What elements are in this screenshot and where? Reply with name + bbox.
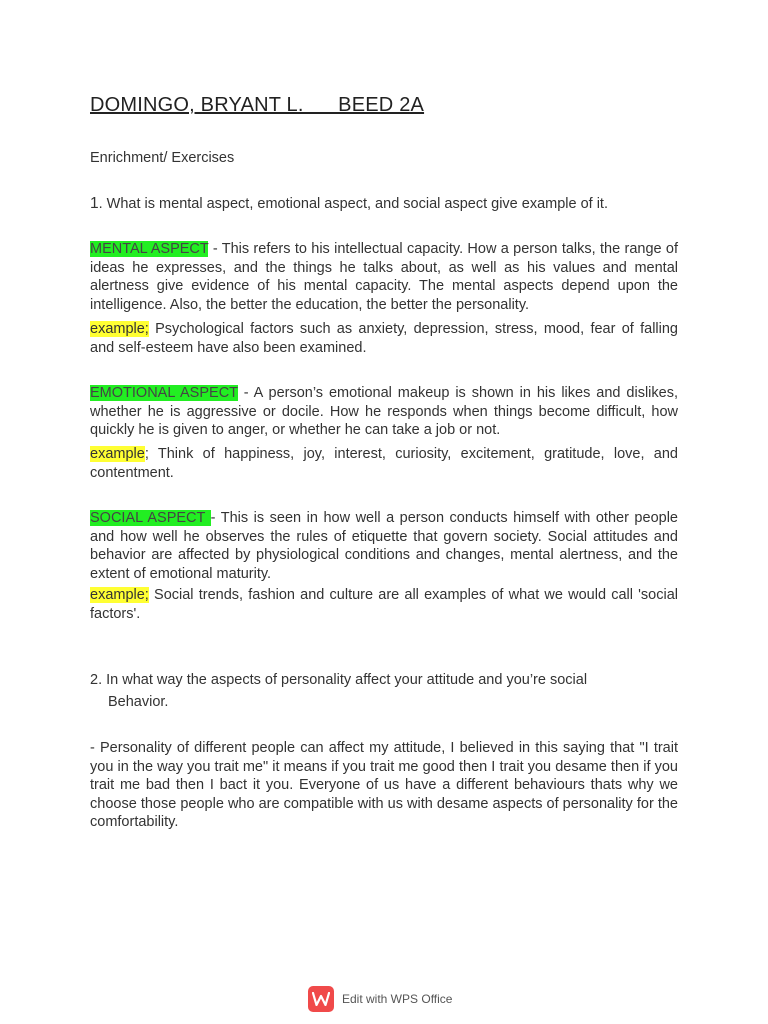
wps-footer[interactable] bbox=[308, 986, 452, 1012]
mental-example-text: Psychological factors such as anxiety, depression, stress, mood, fear of falling and self-esteem have also been examined. bbox=[90, 321, 678, 356]
emotional-aspect-body: - A person’s emotional makeup is shown in his likes and dislikes, whether he is aggressive or docile. How he responds when things become difficult, how quickly he is given to anger, or whether he can take a job or not. bbox=[90, 385, 678, 438]
question-2 bbox=[90, 669, 587, 713]
emotional-example-text: ; Think of happiness, joy, interest, curiosity, excitement, gratitude, love, and contentment. bbox=[90, 446, 678, 481]
wps-logo-icon bbox=[308, 986, 334, 1012]
answer-2-paragraph: - Personality of different people can affect my attitude, I believed in this saying that "I trait you in the way you trait me" it means if you trait me good then I trait you desame then if you trait me bad then I bact it you. Everyone of us have a different behaviours thats why we choose those people who are compatible with us with desame aspects of personality for the comfortability. bbox=[90, 740, 678, 830]
page-title: DOMINGO, BRYANT L. BEED 2A bbox=[90, 94, 425, 116]
section-heading: Enrichment/ Exercises bbox=[90, 150, 235, 166]
question-1-text: . What is mental aspect, emotional aspect, and social aspect give example of it. bbox=[98, 196, 608, 212]
mental-aspect-paragraph bbox=[90, 240, 678, 314]
wps-footer-text[interactable]: Edit with WPS Office bbox=[342, 992, 453, 1006]
social-aspect-label: SOCIAL ASPECT bbox=[90, 510, 211, 526]
question-2-line-1: 2. In what way the aspects of personality affect your attitude and you’re social bbox=[90, 672, 588, 688]
wps-w-glyph bbox=[312, 992, 330, 1006]
emotional-aspect-paragraph bbox=[90, 384, 678, 440]
emotional-example-paragraph bbox=[90, 445, 678, 482]
question-2-line-2: Behavior. bbox=[108, 694, 169, 710]
mental-example-label: example; bbox=[90, 321, 149, 337]
mental-aspect-label: MENTAL ASPECT bbox=[90, 241, 209, 257]
emotional-example-label: example bbox=[90, 446, 145, 462]
social-aspect-paragraph bbox=[90, 509, 678, 583]
question-1 bbox=[90, 193, 608, 215]
question-1-number: 1 bbox=[90, 195, 99, 212]
social-aspect-body: - This is seen in how well a person conducts himself with other people and how well he observes the rules of etiquette that govern society. Social attitudes and behavior are affected by physiological conditions and changes, mental alertness, and the extent of emotional maturity. bbox=[90, 510, 678, 582]
mental-aspect-body: - This refers to his intellectual capacity. How a person talks, the range of ideas he expresses, and the things he talks about, as well as his values and mental alertness give evidence of his mental capacity. The mental aspects depend upon the intelligence. Also, the better the education, the better the personality. bbox=[90, 241, 678, 313]
social-example-label: example; bbox=[90, 587, 149, 603]
social-example-paragraph bbox=[90, 586, 678, 623]
social-example-text: Social trends, fashion and culture are all examples of what we would call 'social factors'. bbox=[90, 587, 678, 622]
mental-example-paragraph bbox=[90, 320, 678, 357]
emotional-aspect-label: EMOTIONAL ASPECT bbox=[90, 385, 238, 401]
